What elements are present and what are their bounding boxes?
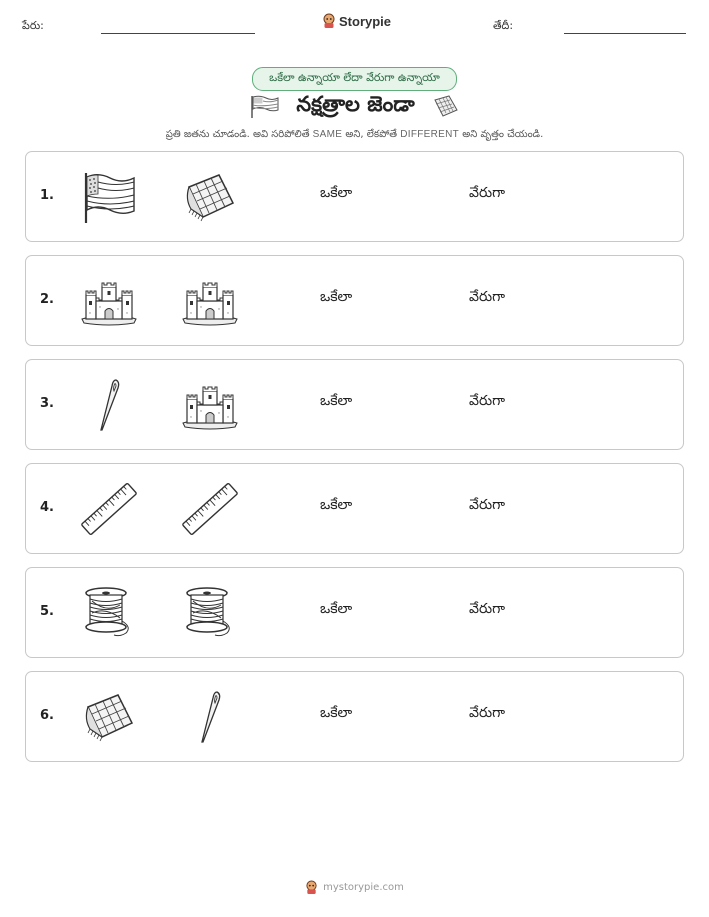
question-card <box>25 671 684 762</box>
question-card <box>25 567 684 658</box>
page-title: నక్షత్రాల జెండా <box>296 92 415 116</box>
question-card <box>25 151 684 242</box>
storypie-logo <box>322 13 391 29</box>
ruler-icon <box>80 481 138 537</box>
question-number: 3. <box>40 396 54 411</box>
question-number: 6. <box>40 708 54 723</box>
question-card <box>25 359 684 450</box>
different-option[interactable]: వేరుగా <box>469 289 505 305</box>
date-line[interactable] <box>564 33 686 34</box>
different-option[interactable]: వేరుగా <box>469 705 505 721</box>
instructions-same-word: SAME <box>312 129 343 140</box>
different-option[interactable]: వేరుగా <box>469 185 505 201</box>
brand-name: Storypie <box>339 13 392 29</box>
question-card <box>25 463 684 554</box>
question-number: 1. <box>40 188 54 203</box>
quilt-icon <box>431 94 459 120</box>
question-number: 5. <box>40 604 54 619</box>
name-line[interactable] <box>101 33 255 34</box>
needle-icon <box>181 689 239 745</box>
subtitle-badge: ఒకేలా ఉన్నాయా లేదా వేరుగా ఉన్నాయా <box>252 67 457 91</box>
same-option[interactable]: ఒకేలా <box>320 705 353 721</box>
castle-icon <box>181 273 239 329</box>
title-row <box>0 92 709 122</box>
storypie-mascot-icon <box>305 880 318 895</box>
same-option[interactable]: ఒకేలా <box>320 393 353 409</box>
instructions-different-word: DIFFERENT <box>400 129 460 140</box>
question-card <box>25 255 684 346</box>
name-label: పేరు: <box>22 19 44 32</box>
instructions <box>0 128 709 142</box>
instructions-part2: అని, లేకపోతే <box>345 129 398 140</box>
different-option[interactable]: వేరుగా <box>469 601 505 617</box>
ruler-icon <box>181 481 239 537</box>
same-option[interactable]: ఒకేలా <box>320 289 353 305</box>
spool-icon <box>181 585 239 641</box>
different-option[interactable]: వేరుగా <box>469 497 505 513</box>
flag-icon <box>80 169 138 225</box>
footer-url[interactable]: mystorypie.com <box>323 882 404 893</box>
flag-icon <box>250 95 280 119</box>
date-label: తేదీ: <box>493 19 514 32</box>
different-option[interactable]: వేరుగా <box>469 393 505 409</box>
castle-icon <box>80 273 138 329</box>
storypie-mascot-icon <box>322 13 336 29</box>
footer <box>0 880 709 895</box>
question-number: 2. <box>40 292 54 307</box>
same-option[interactable]: ఒకేలా <box>320 601 353 617</box>
castle-icon <box>181 377 239 433</box>
instructions-part3: అని వృత్తం చేయండి. <box>462 129 544 140</box>
same-option[interactable]: ఒకేలా <box>320 497 353 513</box>
question-number: 4. <box>40 500 54 515</box>
same-option[interactable]: ఒకేలా <box>320 185 353 201</box>
instructions-part1: ప్రతి జతను చూడండి. అవి సరిపోలితే <box>165 129 310 140</box>
needle-icon <box>80 377 138 433</box>
quilt-icon <box>181 169 239 225</box>
quilt-icon <box>80 689 138 745</box>
spool-icon <box>80 585 138 641</box>
